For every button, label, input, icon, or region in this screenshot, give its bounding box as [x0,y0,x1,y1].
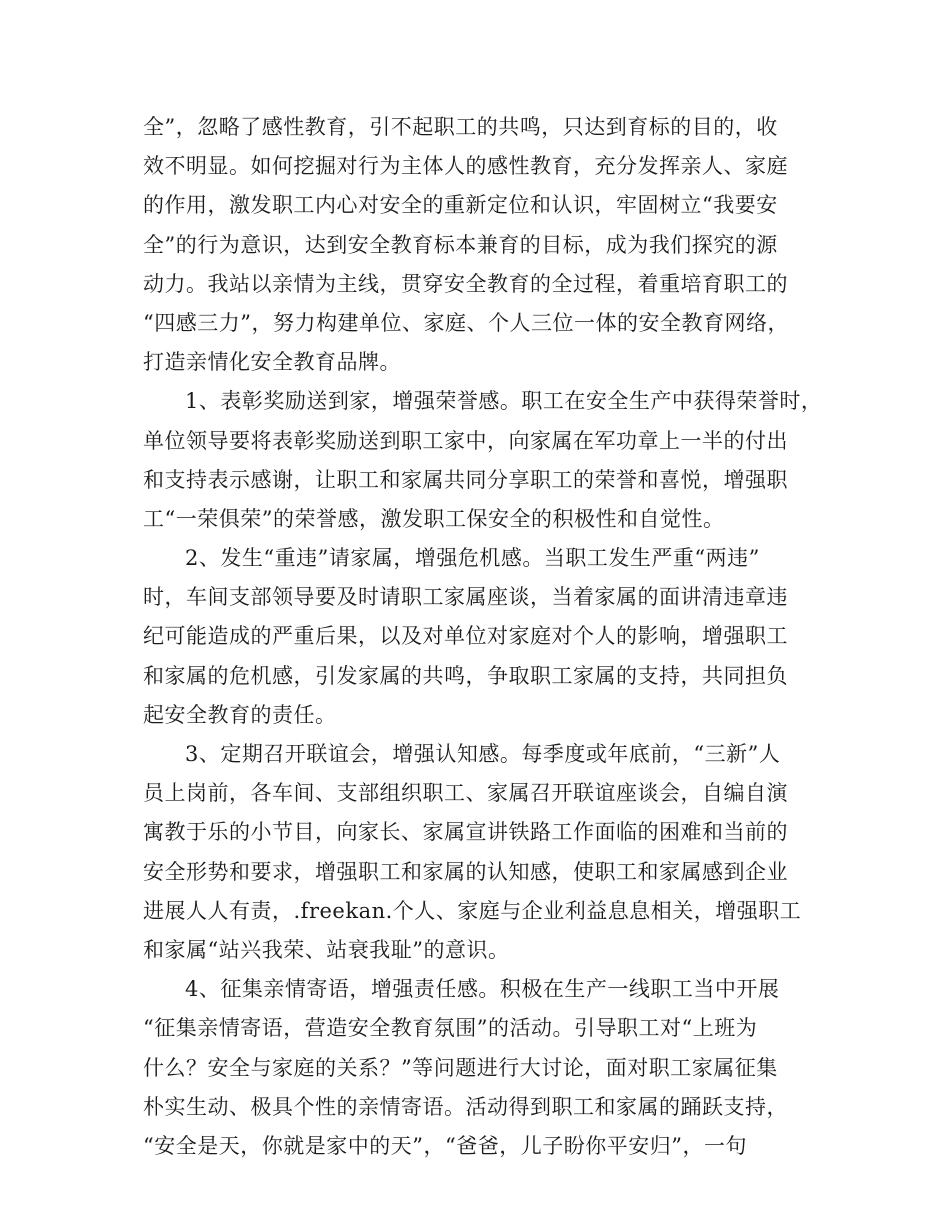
text-line: 全”，忽略了感性教育，引不起职工的共鸣，只达到育标的目的，收 [143,115,778,139]
text-line: 3、定期召开联谊会，增强认知感。每季度或年底前，“三新”人 [185,742,781,766]
text-line: 1、表彰奖励送到家，增强荣誉感。职工在安全生产中获得荣誉时， [185,389,823,414]
text-line: 什么？安全与家庭的关系？”等问题进行大讨论，面对职工家属征集 [143,1055,778,1080]
paragraph-intro [143,108,833,382]
text-line: 效不明显。如何挖掘对行为主体人的感性教育，充分发挥亲人、家庭 [143,154,788,179]
text-line: 纪可能造成的严重后果，以及对单位对家庭对个人的影响，增强职工 [143,624,788,649]
text-line: “四感三力”，努力构建单位、家庭、个人三位一体的安全教育网络， [143,310,789,335]
text-line: 工“一荣俱荣”的荣誉感，激发职工保安全的积极性和自觉性。 [143,506,725,531]
text-line: 单位领导要将表彰奖励送到职工家中，向家属在军功章上一半的付出 [143,428,788,453]
text-line: 寓教于乐的小节目，向家长、家属宣讲铁路工作面临的困难和当前的 [143,820,788,845]
text-line: 动力。我站以亲情为主线，贯穿安全教育的全过程，着重培育职工的 [143,271,788,296]
paragraph-item-4 [143,970,833,1166]
text-line: 4、征集亲情寄语，增强责任感。积极在生产一线职工当中开展 [185,977,780,1002]
text-line: 和支持表示感谢，让职工和家属共同分享职工的荣誉和喜悦，增强职 [143,467,788,492]
text-line: 时，车间支部领导要及时请职工家属座谈，当着家属的面讲清违章违 [143,585,788,610]
text-line: 进展人人有责，.freekan.个人、家庭与企业利益息息相关，增强职工 [143,898,802,923]
text-line: 安全形势和要求，增强职工和家属的认知感，使职工和家属感到企业 [143,859,788,884]
paragraph-item-3 [143,735,833,970]
text-line: “安全是天，你就是家中的天”，“爸爸，儿子盼你平安归”，一句 [143,1133,747,1158]
text-line: “征集亲情寄语，营造安全教育氛围”的活动。引导职工对“上班为 [143,1016,758,1041]
text-line: 员上岗前，各车间、支部组织职工、家属召开联谊座谈会，自编自演 [143,781,788,806]
text-line: 全”的行为意识，达到安全教育标本兼育的目标，成为我们探究的源 [143,232,778,257]
paragraph-item-1 [143,382,833,539]
text-line: 起安全教育的责任。 [143,702,337,727]
text-line: 朴实生动、极具个性的亲情寄语。活动得到职工和家属的踊跃支持， [143,1094,788,1119]
text-line: 打造亲情化安全教育品牌。 [143,350,401,375]
text-line: 和家属“站兴我荣、站衰我耻”的意识。 [143,937,510,962]
text-line: 和家属的危机感，引发家属的共鸣，争取职工家属的支持，共同担负 [143,663,788,688]
paragraph-item-2 [143,539,833,735]
text-line: 的作用，激发职工内心对安全的重新定位和认识，牢固树立“我要安 [143,193,778,218]
document-body [143,108,833,1166]
text-line: 2、发生“重违”请家属，增强危机感。当职工发生严重“两违” [185,546,760,571]
